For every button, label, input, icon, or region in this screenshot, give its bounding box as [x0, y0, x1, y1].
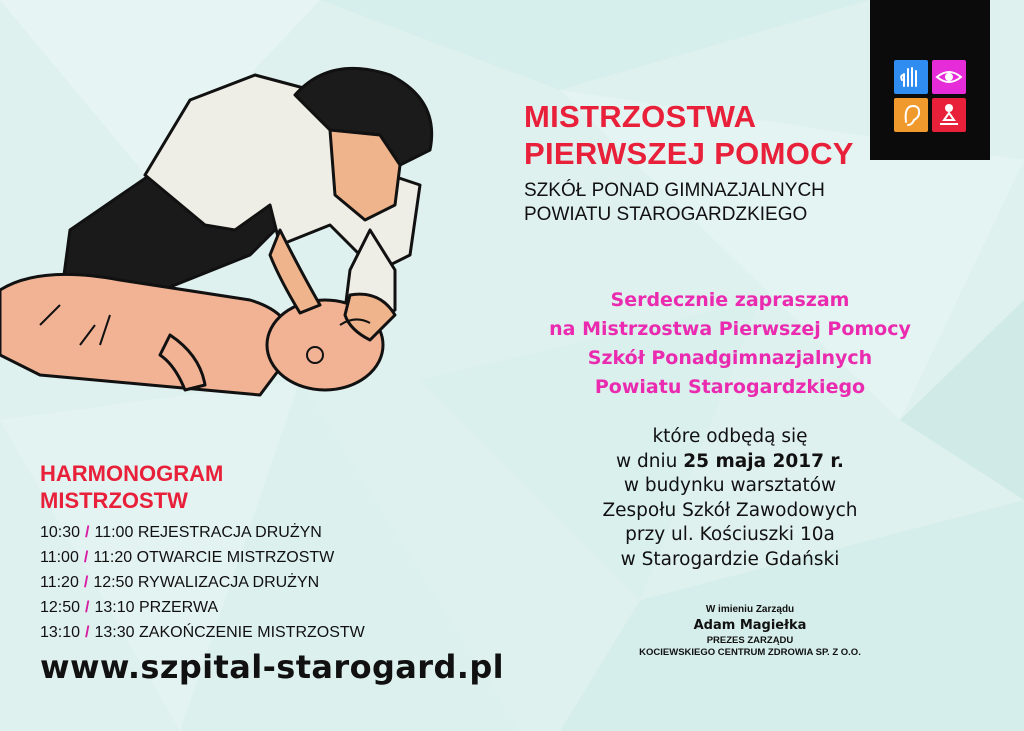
event-subtitle — [524, 179, 825, 227]
details-line-1: które odbędą się — [652, 426, 808, 447]
schedule-separator: / — [83, 574, 89, 591]
website-link[interactable]: www.szpital-starogard.pl — [40, 648, 505, 686]
event-subtitle-line-1: SZKÓŁ PONAD GIMNAZJALNYCH — [524, 180, 825, 201]
event-date: 25 maja 2017 r. — [683, 450, 844, 472]
first-aid-figure-icon — [932, 98, 966, 132]
schedule-title-line-2: MISTRZOSTW — [40, 488, 188, 513]
schedule-end-time: 12:50 — [93, 574, 134, 591]
schedule-end-time: 11:00 — [94, 524, 134, 541]
organization-logo — [870, 0, 990, 160]
signature-on-behalf: W imieniu Zarządu — [705, 604, 795, 615]
schedule-end-time: 13:30 — [94, 624, 135, 641]
schedule-label: ZAKOŃCZENIE MISTRZOSTW — [139, 624, 365, 641]
schedule-start-time: 13:10 — [40, 624, 81, 641]
schedule-start-time: 10:30 — [40, 524, 81, 541]
schedule-separator: / — [85, 624, 90, 641]
schedule-label: OTWARCIE MISTRZOSTW — [136, 549, 335, 566]
schedule-separator: / — [85, 599, 90, 616]
schedule-title — [40, 460, 223, 514]
schedule-separator: / — [85, 524, 90, 541]
schedule-separator: / — [83, 549, 89, 566]
hand-icon — [894, 60, 928, 94]
schedule-end-time: 11:20 — [93, 549, 133, 566]
invitation-line-2: na Mistrzostwa Pierwszej Pomocy — [549, 318, 911, 340]
details-date-prefix: w dniu — [616, 450, 684, 472]
details-date-line — [530, 450, 930, 475]
schedule-start-time: 11:00 — [40, 549, 79, 566]
event-subtitle-line-2: POWIATU STAROGARDZKIEGO — [524, 204, 808, 225]
schedule-item — [40, 620, 365, 645]
signature-block — [560, 603, 940, 659]
invitation-line-1: Serdecznie zapraszam — [610, 289, 850, 311]
schedule-item — [40, 520, 365, 545]
details-line-5: przy ul. Kościuszki 10a — [625, 524, 835, 545]
schedule-item — [40, 595, 365, 620]
event-details — [530, 425, 930, 572]
schedule-label: RYWALIZACJA DRUŻYN — [137, 574, 320, 591]
event-title-line-2: PIERWSZEJ POMOCY — [524, 136, 854, 171]
schedule-start-time: 11:20 — [40, 574, 79, 591]
schedule-label: PRZERWA — [139, 599, 219, 616]
details-line-4: Zespołu Szkół Zawodowych — [602, 499, 858, 521]
schedule-item — [40, 545, 365, 570]
invitation-line-4: Powiatu Starogardzkiego — [594, 376, 866, 398]
schedule-label: REJESTRACJA DRUŻYN — [137, 524, 322, 541]
details-line-3: w budynku warsztatów — [623, 475, 837, 496]
signature-name: Adam Magiełka — [693, 618, 807, 633]
schedule-end-time: 13:10 — [94, 599, 135, 616]
details-line-6: w Starogardzie Gdański — [620, 548, 840, 570]
event-title-line-1: MISTRZOSTWA — [524, 99, 757, 134]
manikin-body — [0, 274, 292, 395]
schedule-list — [40, 520, 365, 645]
ear-icon — [894, 98, 928, 132]
rescuer-hand-left — [270, 230, 320, 313]
schedule-start-time: 12:50 — [40, 599, 81, 616]
schedule-item — [40, 570, 365, 595]
event-title — [524, 98, 854, 172]
signature-role: PREZES ZARZĄDU — [706, 635, 794, 646]
invitation-line-3: Szkół Ponadgimnazjalnych — [587, 347, 873, 369]
eye-icon — [932, 60, 966, 94]
cpr-illustration — [0, 55, 450, 415]
signature-organization: KOCIEWSKIEGO CENTRUM ZDROWIA SP. Z O.O. — [639, 647, 861, 658]
invitation-text — [510, 286, 950, 402]
schedule-title-line-1: HARMONOGRAM — [40, 461, 224, 486]
